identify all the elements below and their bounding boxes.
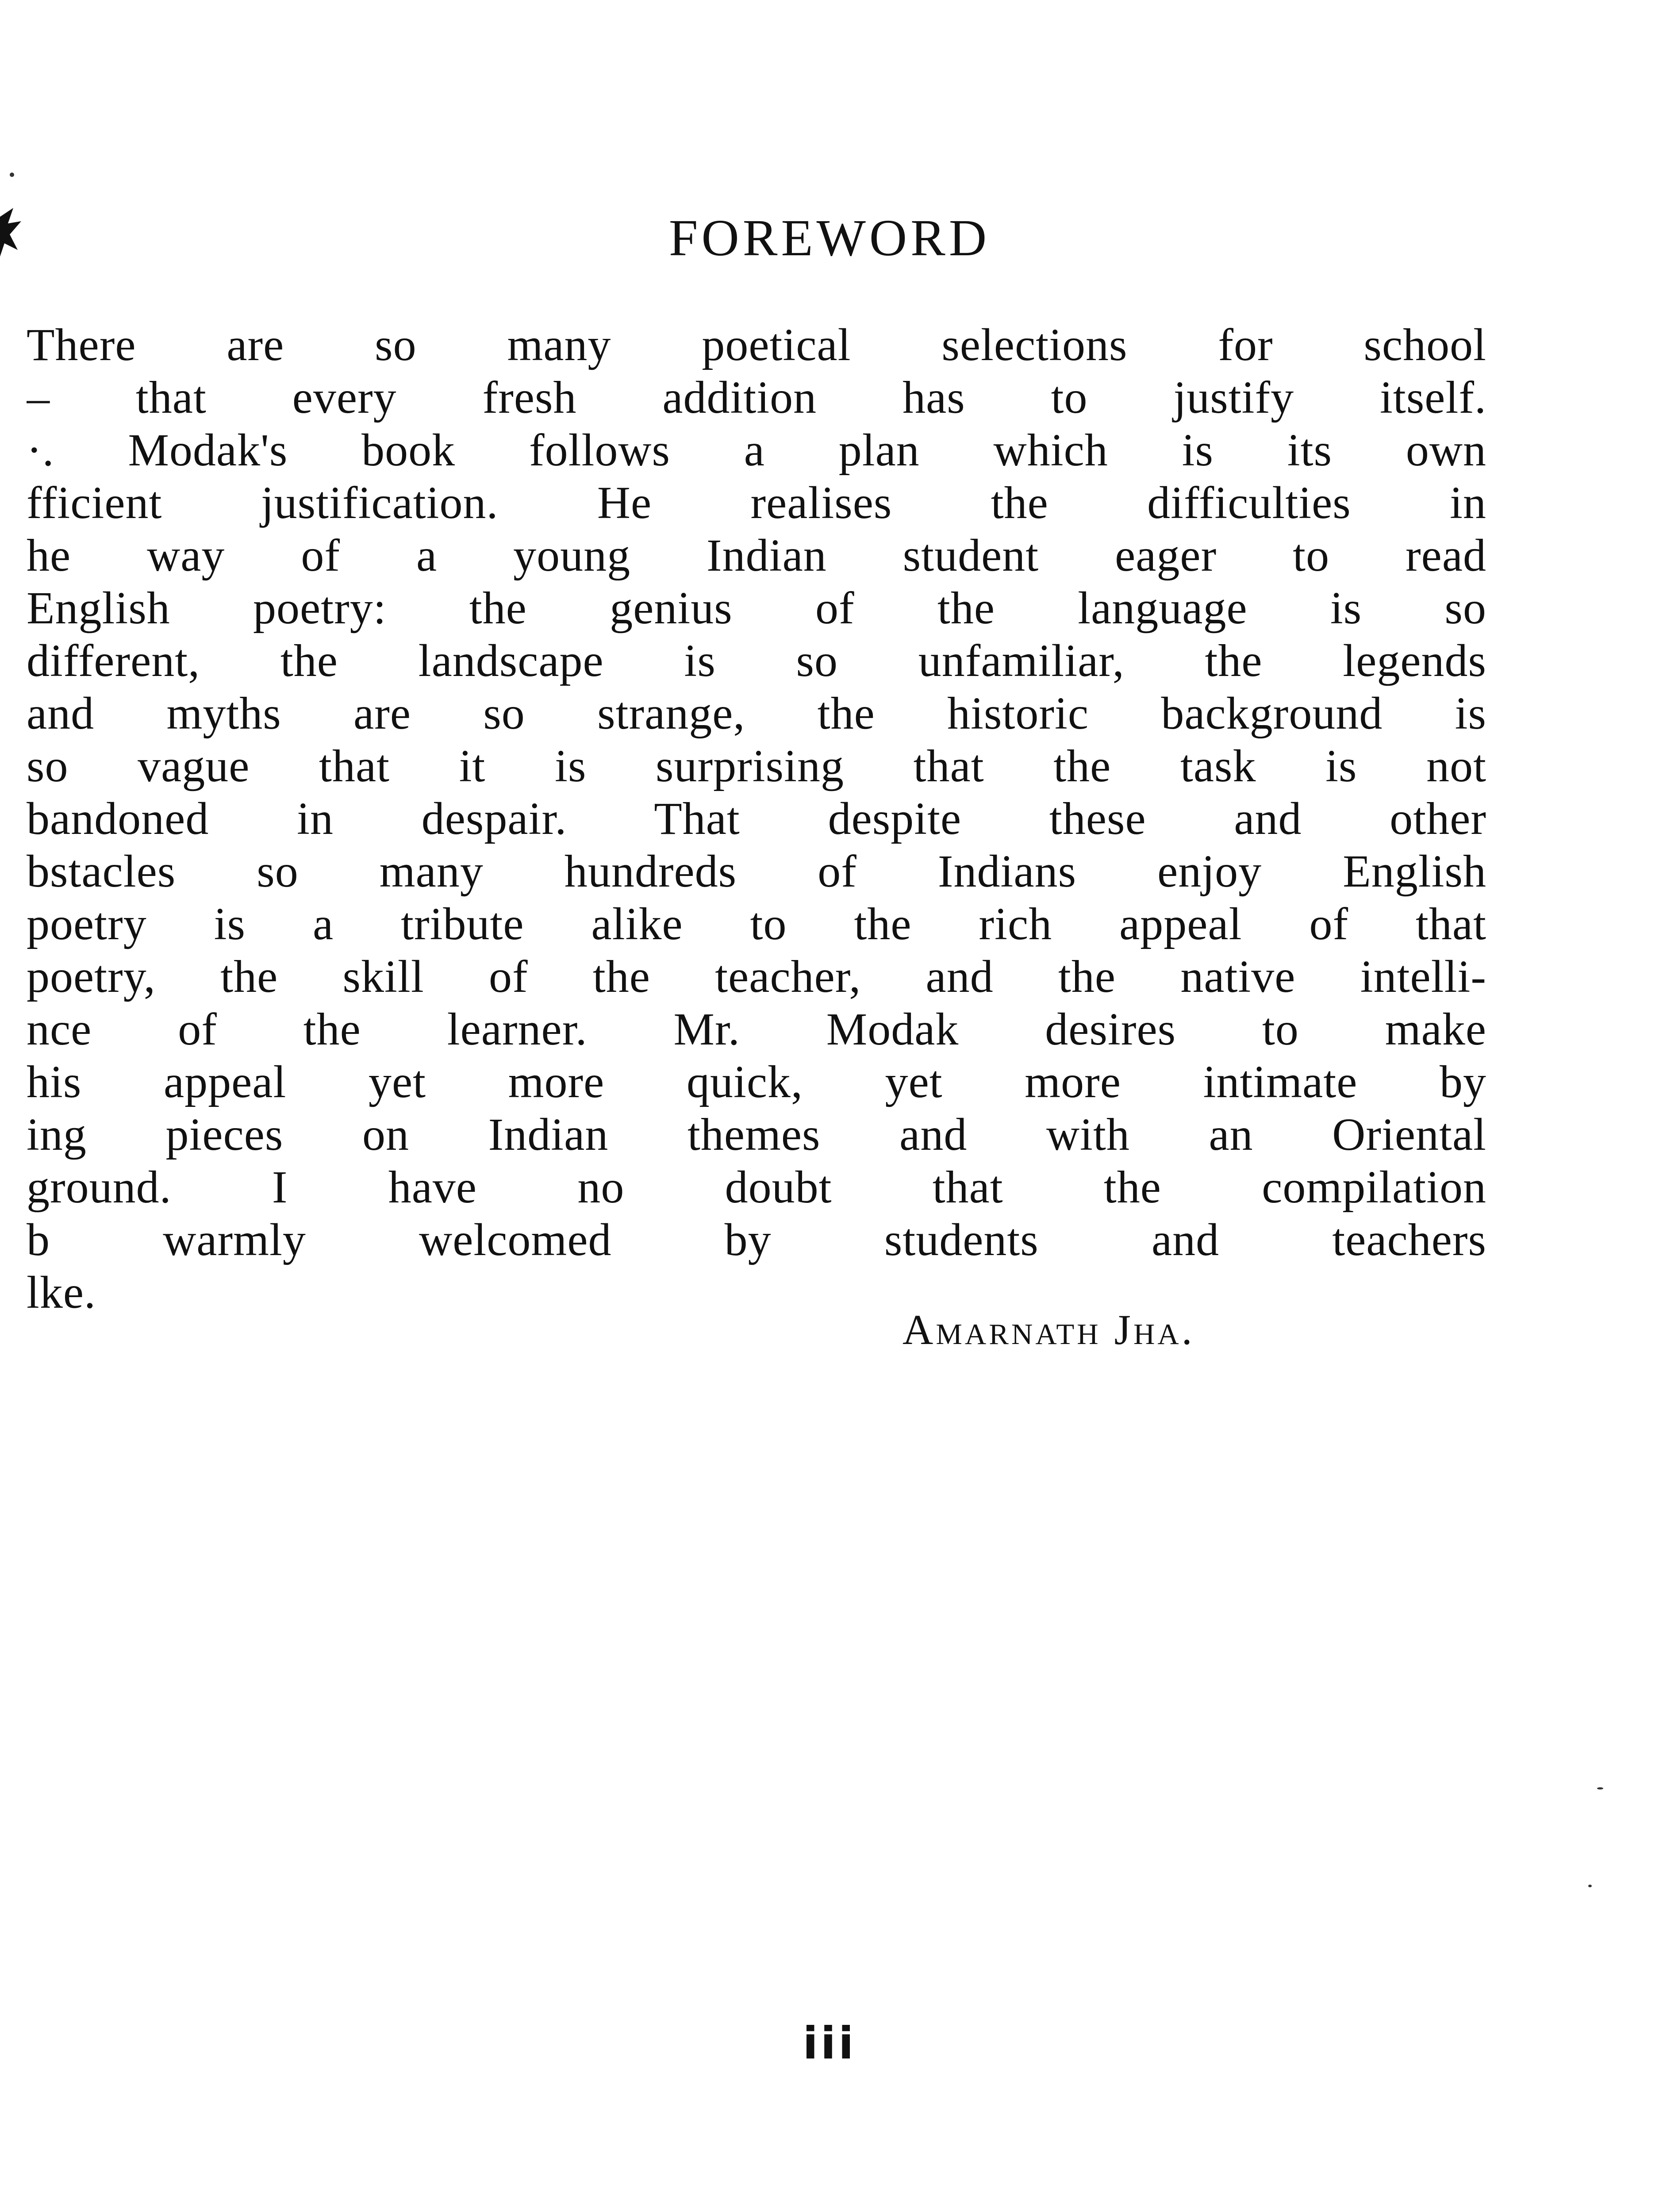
text-line: and myths are so strange, the historic background is [27, 688, 1486, 739]
text-line: he way of a young Indian student eager to read [27, 530, 1486, 581]
text-line: There are so many poetical selections for school [27, 319, 1486, 370]
print-speck [1588, 1885, 1592, 1887]
text-line: bstacles so many hundreds of Indians enjoy English [27, 846, 1486, 897]
text-line: ing pieces on Indian themes and with an Oriental [27, 1109, 1486, 1160]
author-signature: Amarnath Jha. [902, 1306, 1195, 1353]
text-line: – that every fresh addition has to justify itself. [27, 372, 1486, 423]
text-line: different, the landscape is so unfamiliar, the legends [27, 635, 1486, 686]
text-line: so vague that it is surprising that the task is not [27, 741, 1486, 791]
text-line: bandoned in despair. That despite these and other [27, 793, 1486, 844]
text-line: poetry, the skill of the teacher, and the native intelli- [27, 951, 1486, 1002]
text-line: ·. Modak's book follows a plan which is its own [27, 425, 1486, 476]
text-line: lke. [27, 1267, 96, 1318]
page-number: iii [803, 2017, 856, 2069]
print-speck [1597, 1787, 1603, 1790]
text-line: his appeal yet more quick, yet more intimate by [27, 1056, 1486, 1107]
foreword-text [27, 319, 1486, 1319]
text-line: ground. I have no doubt that the compilation [27, 1162, 1486, 1213]
text-line: fficient justification. He realises the difficulties in [27, 477, 1486, 528]
text-line: nce of the learner. Mr. Modak desires to make [27, 1004, 1486, 1055]
text-line: b warmly welcomed by students and teachers [27, 1214, 1486, 1265]
print-speck [10, 173, 14, 177]
text-line: poetry is a tribute alike to the rich appeal of that [27, 899, 1486, 949]
text-line: English poetry: the genius of the language is so [27, 583, 1486, 634]
page-title: FOREWORD [668, 209, 991, 267]
